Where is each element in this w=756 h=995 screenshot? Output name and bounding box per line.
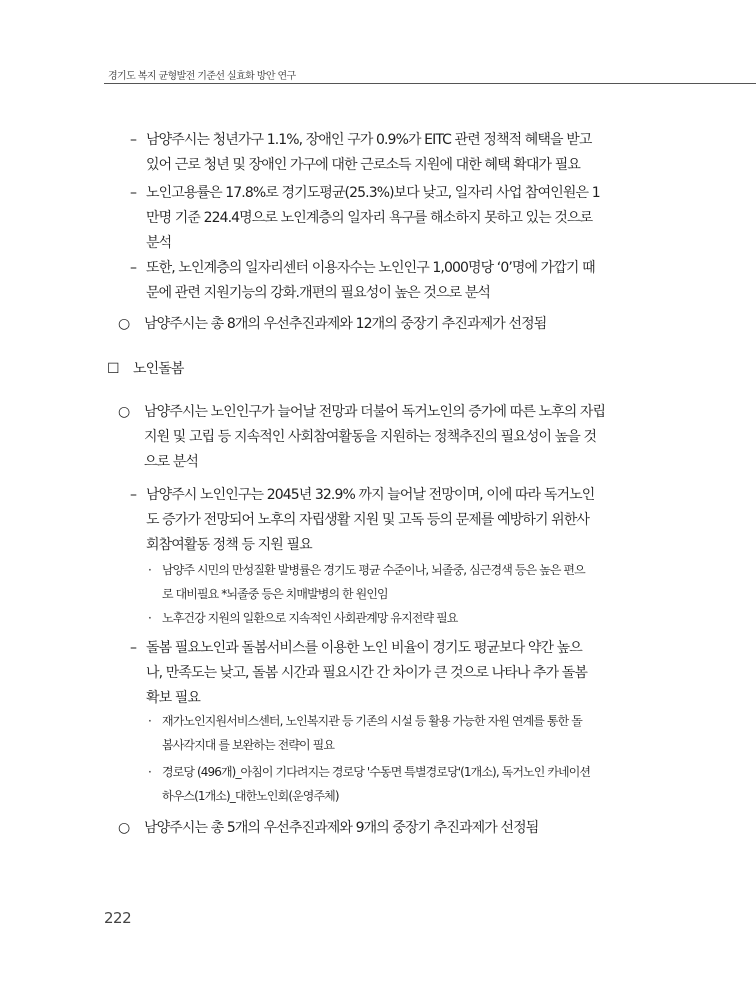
text-line: 봄사각지대 를 보완하는 전략이 필요 bbox=[162, 738, 335, 752]
bullet-item bbox=[118, 312, 546, 337]
running-header: 경기도 복지 균형발전 기준선 실효화 방안 연구 bbox=[108, 71, 296, 82]
square-marker: ☐ bbox=[107, 361, 119, 377]
text-line: 있어 근로 청년 및 장애인 가구에 대한 근로소득 지원에 대한 혜택 확대가 필요 bbox=[146, 157, 580, 173]
text-line: 노인고용률은 17.8%로 경기도평균(25.3%)보다 낮고, 일자리 사업 참여인원은 1 bbox=[146, 185, 600, 201]
text-line: 남양주시는 총 8개의 우선추진과제와 12개의 중장기 추진과제가 선정됨 bbox=[144, 316, 547, 332]
bullet-item bbox=[130, 181, 600, 256]
section-heading bbox=[107, 357, 184, 382]
text-line: 만명 기준 224.4명으로 노인계층의 일자리 욕구를 해소하지 못하고 있는 것으로 bbox=[146, 210, 593, 226]
text-line: 나, 만족도는 낮고, 돌봄 시간과 필요시간 간 차이가 큰 것으로 나타나 추가 돌봄 bbox=[146, 665, 588, 681]
text-line: 회참여활동 정책 등 지원 필요 bbox=[146, 537, 312, 553]
dot-marker: · bbox=[148, 611, 151, 625]
text-line: 남양주시는 노인인구가 늘어날 전망과 더불어 독거노인의 증가에 따른 노후의 자립 bbox=[144, 404, 606, 420]
bullet-item bbox=[118, 816, 538, 841]
bullet-item bbox=[148, 558, 585, 606]
section-title: 노인돌봄 bbox=[133, 361, 184, 377]
text-line: 로 대비필요 *뇌졸중 등은 치매발병의 한 원인임 bbox=[162, 587, 388, 601]
text-line: 으로 분석 bbox=[144, 454, 199, 470]
circle-marker: ○ bbox=[118, 820, 130, 836]
bullet-item bbox=[130, 256, 595, 306]
text-line: 남양주시 노인인구는 2045년 32.9% 까지 늘어날 전망이며, 이에 따라 독거노인 bbox=[146, 487, 595, 503]
dot-marker: · bbox=[148, 765, 151, 779]
dash-marker: – bbox=[130, 640, 137, 656]
dot-marker: · bbox=[148, 714, 151, 728]
header-rule bbox=[104, 83, 756, 84]
text-line: 또한, 노인계층의 일자리센터 이용자수는 노인인구 1,000명당 ‘0’명에 가깝기 때 bbox=[146, 260, 595, 276]
text-line: 재가노인지원서비스센터, 노인복지관 등 기존의 시설 등 활용 가능한 자원 연계를 통한 돌 bbox=[162, 714, 582, 728]
dash-marker: – bbox=[130, 487, 137, 503]
text-line: 남양주시는 총 5개의 우선추진과제와 9개의 중장기 추진과제가 선정됨 bbox=[144, 820, 539, 836]
dash-marker: – bbox=[130, 132, 137, 148]
text-line: 지원 및 고립 등 지속적인 사회참여활동을 지원하는 정책추진의 필요성이 높을 것 bbox=[144, 429, 597, 445]
dash-marker: – bbox=[130, 185, 137, 201]
text-line: 남양주 시민의 만성질환 발병률은 경기도 평균 수준이나, 뇌졸중, 심근경색 등은 높은 편으 bbox=[162, 563, 585, 577]
bullet-item bbox=[148, 760, 590, 808]
bullet-item bbox=[148, 709, 582, 757]
dash-marker: – bbox=[130, 260, 137, 276]
bullet-item bbox=[148, 606, 457, 630]
bullet-item bbox=[130, 483, 594, 558]
circle-marker: ○ bbox=[118, 316, 130, 332]
text-line: 문에 관련 지원기능의 강화.개편의 필요성이 높은 것으로 분석 bbox=[146, 285, 491, 301]
circle-marker: ○ bbox=[118, 404, 130, 420]
dot-marker: · bbox=[148, 563, 151, 577]
text-line: 도 증가가 전망되어 노후의 자립생활 지원 및 고독 등의 문제를 예방하기 위한사 bbox=[146, 512, 590, 528]
bullet-item bbox=[130, 636, 587, 711]
text-line: 분석 bbox=[146, 235, 172, 251]
bullet-item bbox=[118, 400, 605, 475]
text-line: 확보 필요 bbox=[146, 690, 201, 706]
text-line: 경로당 (496개)_아침이 기다려지는 경로당 '수동면 특별경로당'(1개소), 독거노인 카네이션 bbox=[162, 765, 591, 779]
bullet-item bbox=[130, 128, 591, 178]
text-line: 돌봄 필요노인과 돌봄서비스를 이용한 노인 비율이 경기도 평균보다 약간 높으 bbox=[146, 640, 582, 656]
text-line: 하우스(1개소)_대한노인회(운영주체) bbox=[162, 789, 339, 803]
page-number: 222 bbox=[104, 909, 132, 927]
text-line: 남양주시는 청년가구 1.1%, 장애인 구가 0.9%가 EITC 관련 정책적 혜택을 받고 bbox=[146, 132, 592, 148]
text-line: 노후건강 지원의 일환으로 지속적인 사회관계망 유지전략 필요 bbox=[162, 611, 458, 625]
